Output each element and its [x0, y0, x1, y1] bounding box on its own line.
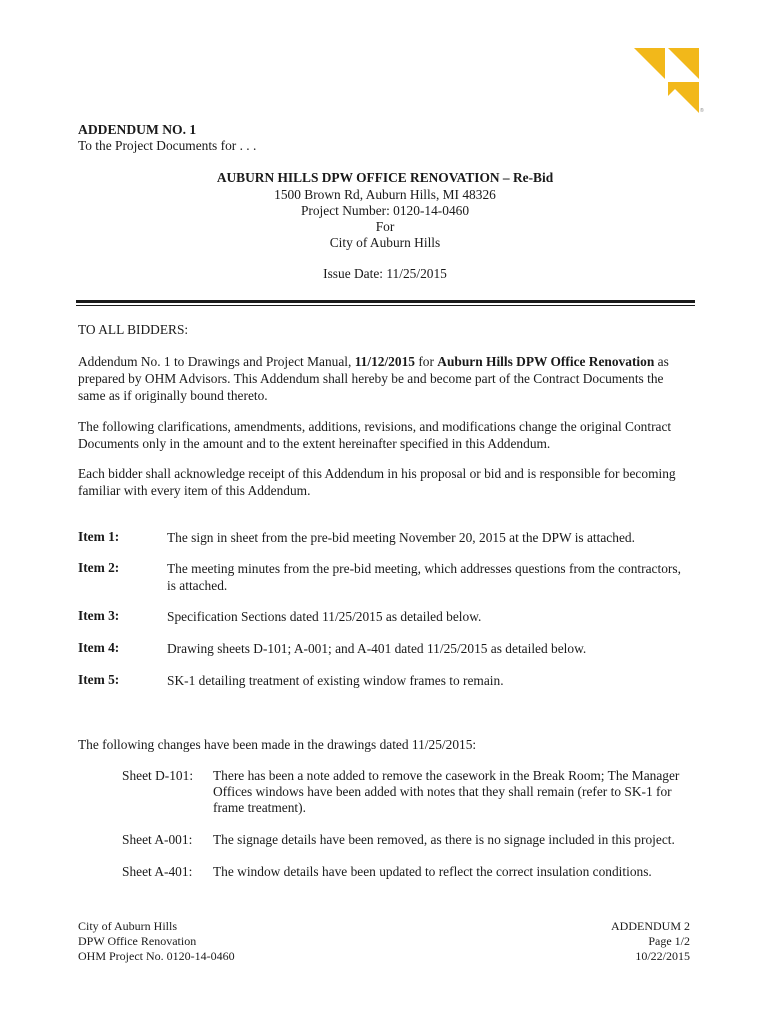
- client-name: City of Auburn Hills: [329, 235, 441, 250]
- item-label: Item 4:: [78, 640, 120, 655]
- header-divider-thick: [76, 300, 695, 303]
- intro-date: 11/12/2015: [354, 354, 415, 369]
- clarifications-paragraph: The following clarifications, amendments, additions, revisions, and modifications change the original Contract Documents only in the amount and to the extent hereinafter specified in this Addendum.: [78, 419, 672, 451]
- footer-project-number: OHM Project No. 0120-14-0460: [78, 949, 235, 963]
- addendum-title: ADDENDUM NO. 1: [78, 122, 197, 137]
- sheet-text: There has been a note added to remove the casework in the Break Room; The Manager Offices windows have been added with notes that they shall remain (refer to SK-1 for frame treatment).: [213, 768, 680, 815]
- project-name: AUBURN HILLS DPW OFFICE RENOVATION – Re-Bid: [216, 170, 554, 185]
- logo-triangle-right: [668, 48, 699, 79]
- intro-project-name: Auburn Hills DPW Office Renovation: [437, 354, 655, 369]
- intro-text-1: Addendum No. 1 to Drawings and Project Manual,: [78, 354, 355, 369]
- project-number: Project Number: 0120-14-0460: [300, 203, 470, 218]
- ohm-logo: [632, 46, 702, 116]
- logo-triangle-left: [634, 48, 665, 79]
- footer-addendum: ADDENDUM 2: [611, 919, 690, 933]
- project-address: 1500 Brown Rd, Auburn Hills, MI 48326: [274, 187, 496, 202]
- registered-mark: ®: [700, 108, 704, 114]
- footer-project: DPW Office Renovation: [78, 934, 197, 948]
- footer-page-number: Page 1/2: [648, 934, 690, 948]
- acknowledge-paragraph: Each bidder shall acknowledge receipt of this Addendum in his proposal or bid and is responsible for becoming familiar with every item of this Addendum.: [78, 466, 676, 498]
- sheet-label: Sheet A-001:: [122, 832, 193, 847]
- addendum-subtitle: To the Project Documents for . . .: [78, 138, 257, 153]
- sheet-text: The window details have been updated to reflect the correct insulation conditions.: [213, 864, 652, 879]
- footer-left: [78, 919, 235, 964]
- item-text: SK-1 detailing treatment of existing window frames to remain.: [167, 673, 504, 688]
- intro-paragraph: [78, 353, 693, 404]
- intro-text-3: as prepared by OHM Advisors. This Addendum shall hereby be and become part of the Contract Documents the same as if originally bound thereto.: [78, 354, 669, 403]
- intro-text-2: for: [414, 354, 438, 369]
- sheet-text: The signage details have been removed, as there is no signage included in this project.: [213, 832, 675, 847]
- issue-date: Issue Date: 11/25/2015: [323, 266, 447, 281]
- for-label: For: [375, 219, 395, 234]
- sheet-label: Sheet A-401:: [122, 864, 193, 879]
- footer-date: 10/22/2015: [635, 949, 690, 963]
- sheet-label: Sheet D-101:: [122, 768, 194, 783]
- item-text: The sign in sheet from the pre-bid meeting November 20, 2015 at the DPW is attached.: [167, 530, 635, 545]
- item-label: Item 1:: [78, 529, 120, 544]
- item-text: Drawing sheets D-101; A-001; and A-401 dated 11/25/2015 as detailed below.: [167, 641, 587, 656]
- item-text: Specification Sections dated 11/25/2015 as detailed below.: [167, 609, 482, 624]
- changes-intro: The following changes have been made in the drawings dated 11/25/2015:: [78, 737, 477, 752]
- salutation: TO ALL BIDDERS:: [78, 322, 189, 337]
- item-label: Item 2:: [78, 560, 120, 575]
- logo-triangle-bottom: [668, 82, 699, 113]
- header-divider-thin: [76, 305, 695, 306]
- item-label: Item 3:: [78, 608, 120, 623]
- item-text: The meeting minutes from the pre-bid meeting, which addresses questions from the contractors, is attached.: [167, 561, 681, 593]
- footer-right: [611, 919, 690, 964]
- footer-client: City of Auburn Hills: [78, 919, 178, 933]
- item-label: Item 5:: [78, 672, 120, 687]
